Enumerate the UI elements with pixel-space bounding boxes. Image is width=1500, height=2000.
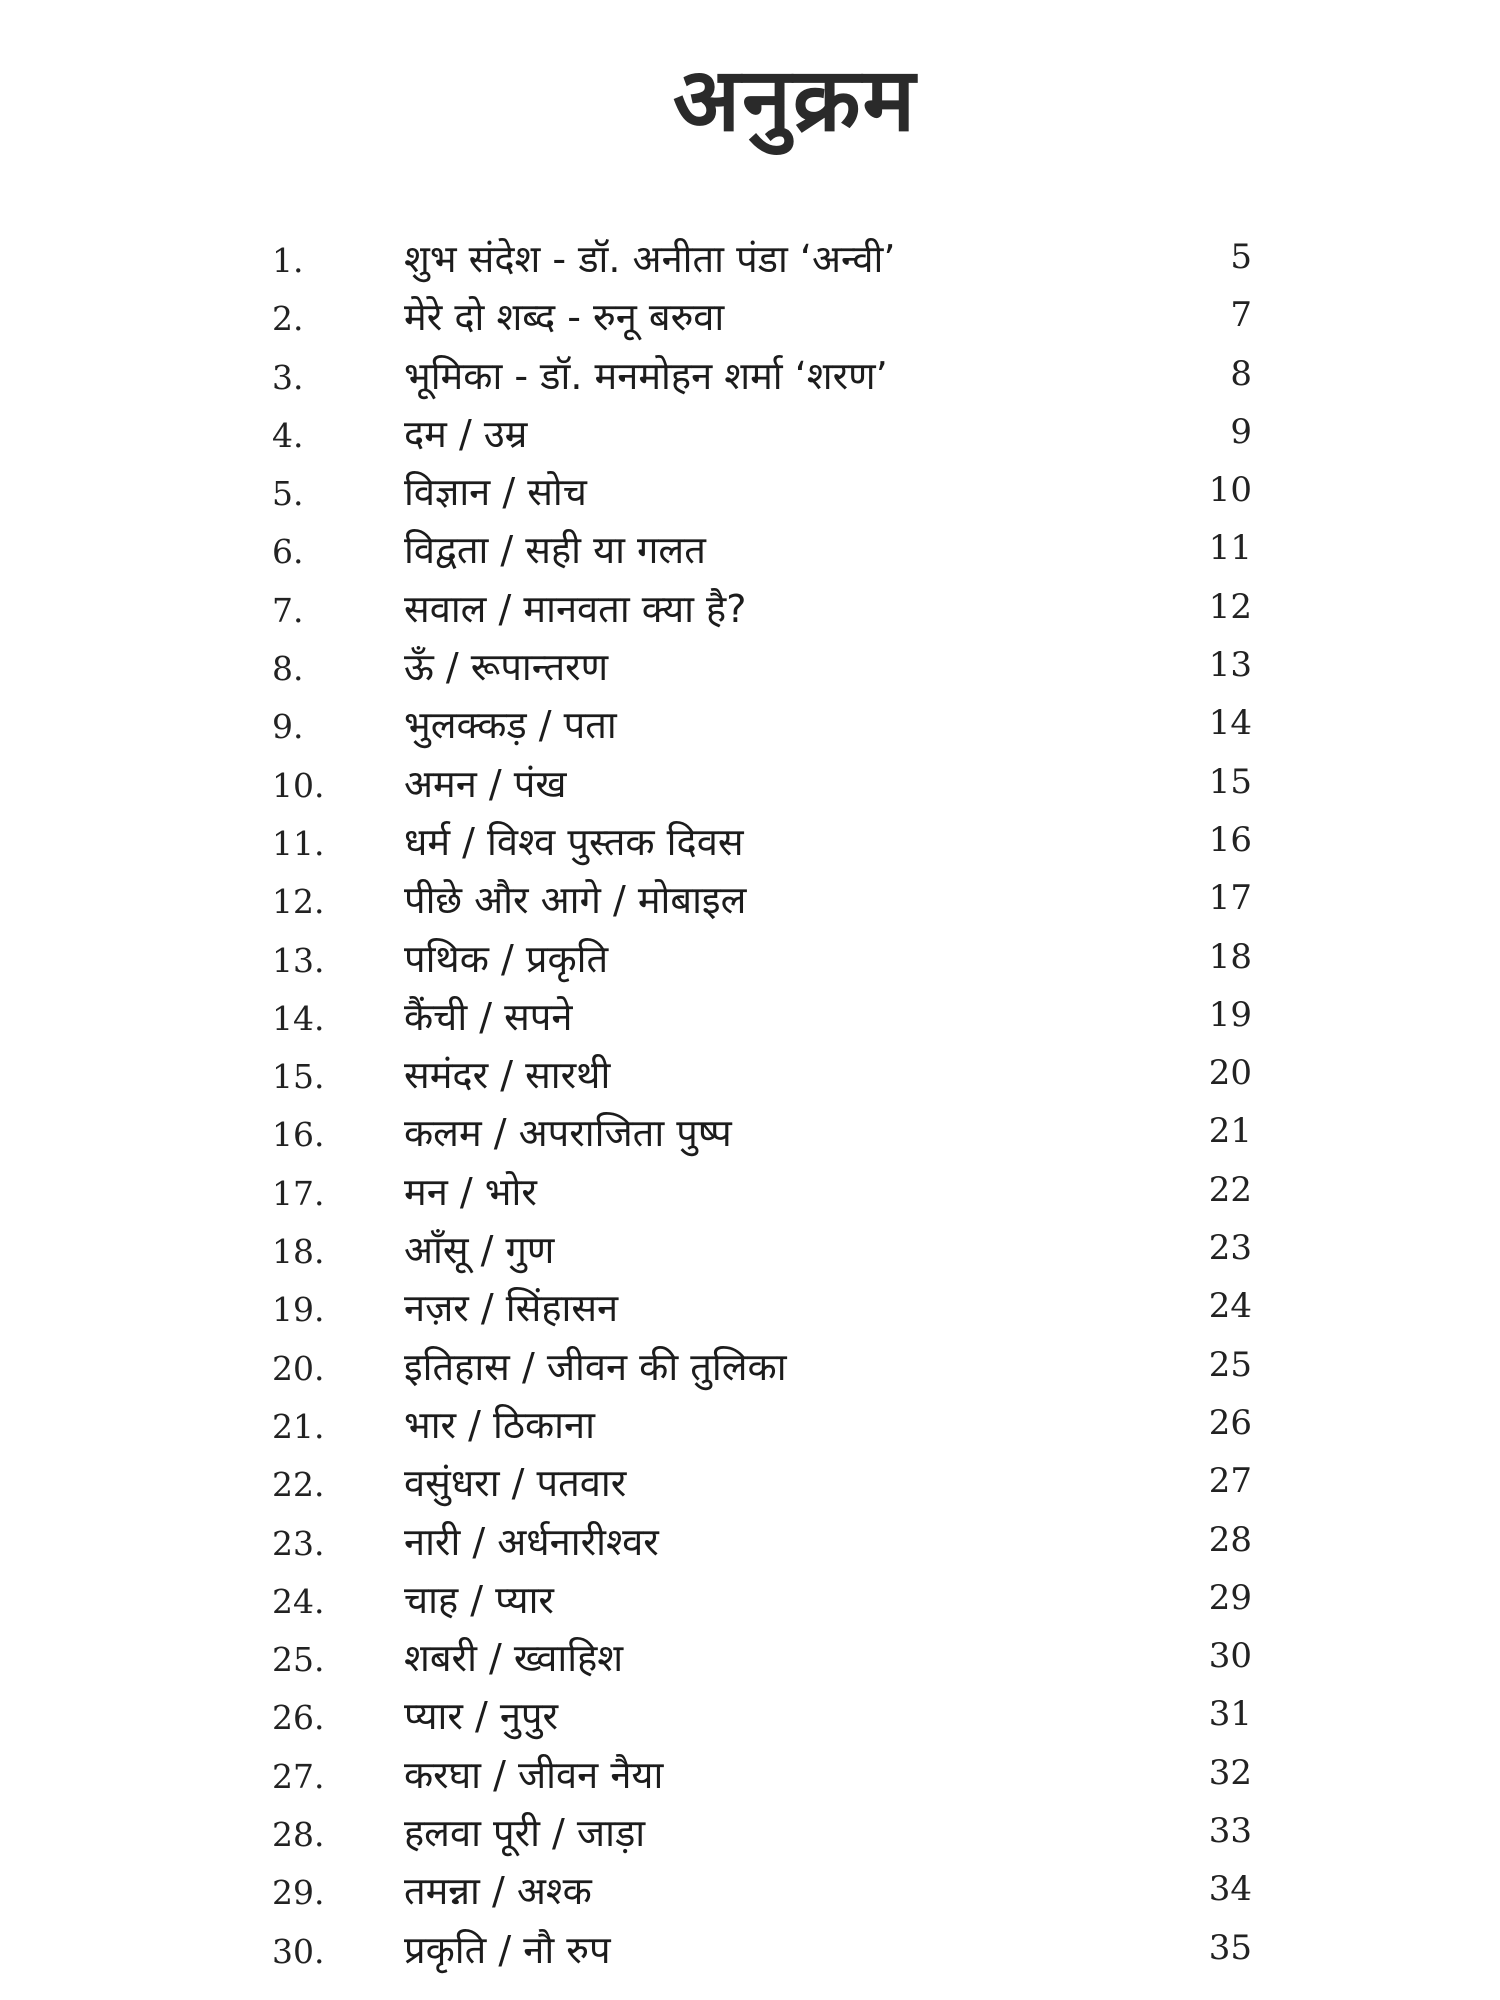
toc-entry-title: मेरे दो शब्द - रुनू बरुवा — [404, 295, 725, 340]
toc-entry-number: 27. — [272, 1756, 325, 1796]
toc-entry-page-number: 9 — [1230, 411, 1252, 452]
toc-entry-number: 29. — [272, 1873, 325, 1913]
toc-entry-page-number: 18 — [1208, 936, 1252, 977]
toc-entry-title: तमन्ना / अश्क — [404, 1869, 592, 1914]
toc-entry-title: पीछे और आगे / मोबाइल — [404, 878, 747, 923]
toc-entry-page-number: 13 — [1208, 645, 1252, 686]
toc-entry-title: प्यार / नुपुर — [404, 1694, 559, 1739]
table-of-contents — [0, 232, 1500, 1981]
toc-entry-page-number: 29 — [1208, 1577, 1252, 1618]
toc-entry-title: प्रकृति / नौ रुप — [404, 1927, 611, 1972]
toc-entry-title: भुलक्कड़ / पता — [404, 703, 617, 748]
toc-entry-number: 4. — [272, 415, 304, 455]
toc-entry-title: नज़र / सिंहासन — [404, 1286, 619, 1331]
toc-entry-title: विद्वता / सही या गलत — [404, 528, 706, 573]
toc-entry-title: पथिक / प्रकृति — [404, 936, 609, 981]
toc-entry-title: अमन / पंख — [404, 761, 567, 806]
toc-entry-number: 10. — [272, 765, 325, 805]
toc-entry — [0, 640, 1500, 698]
toc-entry-page-number: 20 — [1208, 1053, 1252, 1094]
toc-entry-page-number: 12 — [1208, 586, 1252, 627]
toc-entry-number: 30. — [272, 1931, 325, 1971]
toc-entry — [0, 1165, 1500, 1223]
toc-entry-number: 17. — [272, 1173, 325, 1213]
toc-entry — [0, 1748, 1500, 1806]
toc-entry-title: वसुंधरा / पतवार — [404, 1461, 627, 1506]
toc-entry — [0, 698, 1500, 756]
toc-entry-page-number: 7 — [1230, 295, 1252, 336]
toc-entry-page-number: 15 — [1208, 761, 1252, 802]
toc-entry-title: करघा / जीवन नैया — [404, 1752, 664, 1797]
toc-entry-page-number: 26 — [1208, 1402, 1252, 1443]
toc-entry-page-number: 19 — [1208, 994, 1252, 1035]
toc-entry-title: धर्म / विश्व पुस्तक दिवस — [404, 819, 744, 864]
toc-entry-page-number: 5 — [1230, 237, 1252, 277]
toc-entry — [0, 1223, 1500, 1281]
toc-entry-page-number: 28 — [1208, 1519, 1252, 1560]
toc-entry-title: कैंची / सपने — [404, 994, 573, 1039]
toc-entry-title: दम / उम्र — [404, 411, 528, 456]
toc-entry-number: 9. — [272, 707, 304, 747]
toc-entry — [0, 465, 1500, 523]
toc-entry-title: सवाल / मानवता क्या है? — [404, 586, 747, 631]
toc-entry — [0, 1281, 1500, 1339]
toc-entry-title: शुभ संदेश - डॉ. अनीता पंडा ‘अन्वी’ — [404, 237, 896, 281]
toc-entry — [0, 873, 1500, 931]
toc-entry-number: 24. — [272, 1581, 325, 1621]
toc-entry-title: हलवा पूरी / जाड़ा — [404, 1811, 646, 1856]
toc-entry-title: भार / ठिकाना — [404, 1402, 595, 1447]
toc-entry-page-number: 35 — [1208, 1927, 1252, 1968]
toc-entry-page-number: 34 — [1208, 1869, 1252, 1910]
toc-entry-page-number: 22 — [1208, 1169, 1252, 1210]
toc-entry — [0, 1456, 1500, 1514]
toc-entry-number: 28. — [272, 1815, 325, 1855]
toc-entry-number: 15. — [272, 1057, 325, 1097]
toc-entry — [0, 1923, 1500, 1981]
toc-entry-title: समंदर / सारथी — [404, 1053, 611, 1098]
toc-entry-number: 22. — [272, 1465, 325, 1505]
toc-entry-page-number: 23 — [1208, 1228, 1252, 1269]
toc-entry — [0, 1340, 1500, 1398]
toc-entry-number: 25. — [272, 1640, 325, 1680]
toc-entry-number: 14. — [272, 998, 325, 1038]
toc-entry-number: 13. — [272, 940, 325, 980]
toc-entry — [0, 815, 1500, 873]
toc-entry-title: आँसू / गुण — [404, 1228, 555, 1273]
page-title: अनुक्रम — [672, 48, 918, 151]
toc-entry — [0, 1048, 1500, 1106]
toc-entry-title: नारी / अर्धनारीश्वर — [404, 1519, 659, 1564]
toc-entry — [0, 1806, 1500, 1864]
toc-entry-page-number: 31 — [1208, 1694, 1252, 1735]
toc-entry — [0, 523, 1500, 581]
toc-entry-title: विज्ञान / सोच — [404, 470, 587, 515]
toc-entry — [0, 232, 1500, 290]
toc-entry-page-number: 16 — [1208, 819, 1252, 860]
toc-entry-page-number: 8 — [1230, 353, 1252, 394]
toc-entry-number: 23. — [272, 1523, 325, 1563]
toc-entry-page-number: 11 — [1208, 528, 1252, 569]
toc-entry — [0, 290, 1500, 348]
toc-entry-number: 11. — [272, 823, 325, 863]
toc-entry-page-number: 32 — [1208, 1752, 1252, 1793]
toc-entry-page-number: 33 — [1208, 1811, 1252, 1852]
toc-entry-number: 7. — [272, 590, 304, 630]
toc-entry-page-number: 10 — [1208, 470, 1252, 511]
toc-entry — [0, 407, 1500, 465]
toc-entry — [0, 582, 1500, 640]
toc-entry-title: भूमिका - डॉ. मनमोहन शर्मा ‘शरण’ — [404, 353, 888, 398]
toc-entry-page-number: 24 — [1208, 1286, 1252, 1327]
toc-entry-number: 5. — [272, 474, 304, 514]
toc-entry — [0, 1573, 1500, 1631]
toc-entry-title: ऊँ / रूपान्तरण — [404, 645, 609, 690]
toc-entry-number: 20. — [272, 1348, 325, 1388]
toc-entry-number: 3. — [272, 357, 304, 397]
toc-entry — [0, 990, 1500, 1048]
toc-entry-title: चाह / प्यार — [404, 1577, 554, 1622]
toc-entry-page-number: 25 — [1208, 1344, 1252, 1385]
toc-entry-number: 1. — [272, 241, 304, 280]
toc-entry-number: 21. — [272, 1406, 325, 1446]
toc-entry — [0, 1864, 1500, 1922]
toc-entry-number: 12. — [272, 882, 325, 922]
toc-entry-title: कलम / अपराजिता पुष्प — [404, 1111, 732, 1156]
toc-entry-title: इतिहास / जीवन की तुलिका — [404, 1344, 787, 1389]
toc-entry — [0, 1631, 1500, 1689]
toc-entry-number: 6. — [272, 532, 304, 572]
toc-entry-number: 18. — [272, 1232, 325, 1272]
toc-entry-page-number: 30 — [1208, 1636, 1252, 1677]
toc-entry-number: 16. — [272, 1115, 325, 1155]
toc-entry-page-number: 14 — [1208, 703, 1252, 744]
toc-entry-number: 2. — [272, 299, 304, 339]
toc-entry-page-number: 17 — [1208, 878, 1252, 919]
toc-entry-title: शबरी / ख्वाहिश — [404, 1636, 624, 1681]
toc-entry-number: 8. — [272, 649, 304, 689]
toc-entry — [0, 1106, 1500, 1164]
toc-entry-title: मन / भोर — [404, 1169, 537, 1214]
toc-entry-number: 26. — [272, 1698, 325, 1738]
toc-entry — [0, 349, 1500, 407]
toc-entry — [0, 1515, 1500, 1573]
toc-entry-page-number: 21 — [1208, 1111, 1252, 1152]
toc-entry-page-number: 27 — [1208, 1461, 1252, 1502]
toc-entry — [0, 1398, 1500, 1456]
toc-entry — [0, 932, 1500, 990]
toc-entry-number: 19. — [272, 1290, 325, 1330]
toc-entry — [0, 757, 1500, 815]
toc-entry — [0, 1689, 1500, 1747]
